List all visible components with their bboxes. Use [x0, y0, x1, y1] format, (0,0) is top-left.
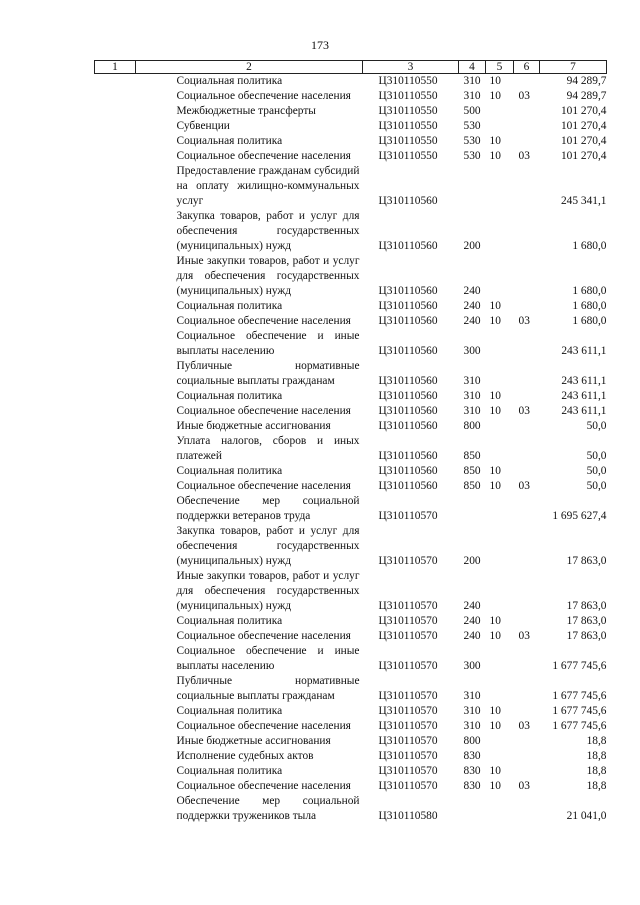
row-name: Социальное обеспечение населения [176, 780, 351, 792]
row-col4: 830 [463, 780, 481, 792]
row-code: Ц310110550 [378, 105, 438, 117]
row-code: Ц310110570 [378, 705, 438, 717]
empty-cell [95, 254, 136, 299]
row-col6 [514, 764, 540, 779]
row-col6 [514, 329, 540, 359]
col-header-5: 5 [486, 61, 514, 74]
row-col5 [486, 164, 514, 209]
row-col4: 310 [463, 75, 481, 87]
row-code: Ц310110570 [378, 690, 438, 702]
row-col5: 10 [489, 765, 501, 777]
row-name: Иные бюджетные ассигнования [176, 420, 331, 432]
empty-cell [95, 644, 136, 674]
row-code: Ц310110560 [378, 465, 438, 477]
row-code: Ц310110570 [378, 555, 438, 567]
empty-cell [95, 524, 136, 569]
row-name: Социальное обеспечение и иные выплаты населению [176, 645, 360, 672]
col-header-6: 6 [514, 61, 540, 74]
row-col5: 10 [489, 720, 501, 732]
row-col5 [486, 524, 514, 569]
empty-cell [95, 299, 136, 314]
empty-cell [95, 314, 136, 329]
row-amount: 1 680,0 [572, 300, 607, 312]
row-code: Ц310110550 [378, 120, 438, 132]
row-name: Социальное обеспечение населения [176, 315, 351, 327]
empty-cell [95, 494, 136, 524]
row-col5: 10 [489, 150, 501, 162]
row-amount: 18,8 [586, 735, 607, 747]
empty-cell [95, 209, 136, 254]
row-amount: 101 270,4 [560, 120, 607, 132]
row-col4: 830 [463, 765, 481, 777]
empty-cell [95, 419, 136, 434]
row-col4: 310 [463, 390, 481, 402]
table-row [95, 389, 607, 404]
row-col5 [486, 434, 514, 464]
row-code: Ц310110560 [378, 195, 438, 207]
row-code: Ц310110560 [378, 345, 438, 357]
row-name: Социальное обеспечение населения [176, 480, 351, 492]
row-amount: 101 270,4 [560, 150, 607, 162]
row-code: Ц310110560 [378, 480, 438, 492]
empty-cell [95, 749, 136, 764]
table-row [95, 89, 607, 104]
row-col4: 240 [463, 630, 481, 642]
row-col6: 03 [518, 630, 530, 642]
table-row [95, 569, 607, 614]
row-col5 [486, 254, 514, 299]
row-col5: 10 [489, 615, 501, 627]
row-col5: 10 [489, 75, 501, 87]
row-name: Социальная политика [176, 390, 283, 402]
row-code: Ц310110570 [378, 630, 438, 642]
row-col4: 310 [463, 705, 481, 717]
row-col6 [514, 569, 540, 614]
row-col5: 10 [489, 300, 501, 312]
table-row [95, 479, 607, 494]
table-row [95, 419, 607, 434]
row-amount: 21 041,0 [566, 810, 607, 822]
row-col6 [514, 734, 540, 749]
table-row [95, 524, 607, 569]
table-row [95, 434, 607, 464]
row-name: Субвенции [176, 120, 230, 132]
row-code: Ц310110560 [378, 300, 438, 312]
row-name: Закупка товаров, работ и услуг для обеспечения государственных (муниципальных) нужд [176, 525, 360, 567]
table-body [95, 74, 607, 825]
row-amount: 243 611,1 [561, 390, 607, 402]
row-name: Социальная политика [176, 300, 283, 312]
row-col5: 10 [489, 405, 501, 417]
row-col4: 310 [463, 405, 481, 417]
row-code: Ц310110560 [378, 405, 438, 417]
empty-cell [95, 389, 136, 404]
row-name: Социальная политика [176, 135, 283, 147]
row-code: Ц310110570 [378, 780, 438, 792]
empty-cell [95, 569, 136, 614]
row-code: Ц310110550 [378, 135, 438, 147]
row-amount: 1 677 745,6 [552, 690, 607, 702]
table-row [95, 749, 607, 764]
row-col6 [514, 299, 540, 314]
table-row [95, 134, 607, 149]
row-col6 [514, 119, 540, 134]
row-col6: 03 [518, 405, 530, 417]
row-amount: 50,0 [586, 465, 607, 477]
row-col5 [486, 209, 514, 254]
row-col6: 03 [518, 150, 530, 162]
row-col5: 10 [489, 465, 501, 477]
row-code: Ц310110570 [378, 765, 438, 777]
row-col6 [514, 434, 540, 464]
header-row [95, 61, 607, 74]
row-code: Ц310110560 [378, 450, 438, 462]
row-col4: 530 [463, 150, 481, 162]
row-code: Ц310110560 [378, 390, 438, 402]
row-col4: 300 [463, 345, 481, 357]
row-name: Иные закупки товаров, работ и услуг для обеспечения государственных (муниципальных) нужд [176, 255, 360, 297]
row-col4: 800 [463, 735, 481, 747]
row-code: Ц310110570 [378, 750, 438, 762]
table-row [95, 359, 607, 389]
col-header-7: 7 [540, 61, 607, 74]
row-col5: 10 [489, 780, 501, 792]
row-col4: 310 [463, 90, 481, 102]
row-col4: 240 [463, 300, 481, 312]
row-amount: 243 611,1 [561, 405, 607, 417]
table-row [95, 164, 607, 209]
row-col5 [486, 359, 514, 389]
row-col4: 530 [463, 120, 481, 132]
row-name: Предоставление гражданам субсидий на оплату жилищно-коммунальных услуг [176, 165, 360, 207]
row-amount: 101 270,4 [560, 105, 607, 117]
empty-cell [95, 704, 136, 719]
row-name: Уплата налогов, сборов и иных платежей [176, 435, 360, 462]
row-col6 [514, 524, 540, 569]
row-col6: 03 [518, 780, 530, 792]
row-col4: 240 [463, 315, 481, 327]
row-col4: 530 [463, 135, 481, 147]
row-col4: 240 [463, 285, 481, 297]
budget-table [94, 60, 607, 824]
row-col6 [514, 794, 540, 824]
row-col4: 240 [463, 615, 481, 627]
row-name: Социальное обеспечение населения [176, 150, 351, 162]
row-col6 [514, 359, 540, 389]
table-row [95, 794, 607, 824]
row-code: Ц310110570 [378, 660, 438, 672]
row-col6 [514, 104, 540, 119]
row-col6 [514, 644, 540, 674]
table-row [95, 704, 607, 719]
row-col6 [514, 419, 540, 434]
row-code: Ц310110550 [378, 90, 438, 102]
row-amount: 18,8 [586, 780, 607, 792]
row-name: Социальная политика [176, 705, 283, 717]
empty-cell [95, 674, 136, 704]
row-col5 [486, 569, 514, 614]
row-code: Ц310110560 [378, 285, 438, 297]
row-code: Ц310110580 [378, 810, 438, 822]
row-amount: 18,8 [586, 750, 607, 762]
table-row [95, 119, 607, 134]
row-code: Ц310110560 [378, 240, 438, 252]
row-amount: 1 680,0 [572, 240, 607, 252]
row-amount: 50,0 [586, 450, 607, 462]
empty-cell [95, 359, 136, 389]
row-name: Обеспечение мер социальной поддержки ветеранов труда [176, 495, 360, 522]
row-col6 [514, 164, 540, 209]
empty-cell [95, 89, 136, 104]
row-name: Социальное обеспечение населения [176, 630, 351, 642]
row-amount: 1 677 745,6 [552, 705, 607, 717]
row-col5: 10 [489, 705, 501, 717]
row-col4: 850 [463, 465, 481, 477]
row-col6 [514, 134, 540, 149]
row-amount: 243 611,1 [561, 375, 607, 387]
empty-cell [95, 764, 136, 779]
row-col5 [486, 494, 514, 524]
row-amount: 1 677 745,6 [552, 660, 607, 672]
row-col4: 300 [463, 660, 481, 672]
row-col5 [486, 644, 514, 674]
table-row [95, 404, 607, 419]
row-col6: 03 [518, 315, 530, 327]
row-col5 [486, 104, 514, 119]
row-amount: 18,8 [586, 765, 607, 777]
empty-cell [95, 794, 136, 824]
col-header-1: 1 [95, 61, 136, 74]
row-name: Обеспечение мер социальной поддержки тружеников тыла [176, 795, 360, 822]
row-col4: 200 [463, 240, 481, 252]
table-row [95, 149, 607, 164]
row-col6 [514, 209, 540, 254]
row-amount: 17 863,0 [566, 600, 607, 612]
empty-cell [95, 104, 136, 119]
row-name: Социальная политика [176, 465, 283, 477]
row-name: Исполнение судебных актов [176, 750, 314, 762]
empty-cell [95, 779, 136, 794]
row-code: Ц310110560 [378, 315, 438, 327]
row-col6 [514, 254, 540, 299]
row-amount: 17 863,0 [566, 630, 607, 642]
row-col4: 800 [463, 420, 481, 432]
row-name: Социальное обеспечение населения [176, 90, 351, 102]
row-amount: 1 680,0 [572, 285, 607, 297]
row-code: Ц310110570 [378, 735, 438, 747]
row-col5 [486, 674, 514, 704]
empty-cell [95, 479, 136, 494]
empty-cell [95, 404, 136, 419]
row-code: Ц310110560 [378, 420, 438, 432]
row-code: Ц310110550 [378, 75, 438, 87]
row-amount: 94 289,7 [566, 90, 607, 102]
row-col5: 10 [489, 630, 501, 642]
table-row [95, 314, 607, 329]
table-row [95, 329, 607, 359]
col-header-2: 2 [136, 61, 363, 74]
row-col4: 850 [463, 450, 481, 462]
row-name: Социальное обеспечение и иные выплаты населению [176, 330, 360, 357]
row-amount: 94 289,7 [566, 75, 607, 87]
table-row [95, 674, 607, 704]
row-col6: 03 [518, 720, 530, 732]
row-col4: 500 [463, 105, 481, 117]
table-row [95, 209, 607, 254]
row-amount: 243 611,1 [561, 345, 607, 357]
row-code: Ц310110560 [378, 375, 438, 387]
row-code: Ц310110570 [378, 600, 438, 612]
row-col5 [486, 419, 514, 434]
row-col5: 10 [489, 480, 501, 492]
row-name: Социальное обеспечение населения [176, 720, 351, 732]
row-col4: 240 [463, 600, 481, 612]
row-name: Закупка товаров, работ и услуг для обеспечения государственных (муниципальных) нужд [176, 210, 360, 252]
row-col6 [514, 674, 540, 704]
empty-cell [95, 164, 136, 209]
row-amount: 50,0 [586, 420, 607, 432]
row-amount: 1 677 745,6 [552, 720, 607, 732]
row-amount: 101 270,4 [560, 135, 607, 147]
table-row [95, 629, 607, 644]
empty-cell [95, 464, 136, 479]
row-col5: 10 [489, 390, 501, 402]
row-col6 [514, 494, 540, 524]
row-col4 [459, 494, 486, 524]
table-row [95, 299, 607, 314]
table-row [95, 74, 607, 90]
col-header-3: 3 [363, 61, 459, 74]
table-row [95, 644, 607, 674]
row-col4 [459, 164, 486, 209]
row-col5: 10 [489, 315, 501, 327]
row-col4: 310 [463, 720, 481, 732]
row-col6 [514, 614, 540, 629]
page-number: 173 [311, 38, 329, 52]
table-row [95, 464, 607, 479]
row-code: Ц310110570 [378, 510, 438, 522]
row-col5 [486, 749, 514, 764]
row-col4: 310 [463, 690, 481, 702]
table-row [95, 104, 607, 119]
empty-cell [95, 734, 136, 749]
row-code: Ц310110570 [378, 720, 438, 732]
empty-cell [95, 434, 136, 464]
row-name: Социальная политика [176, 75, 283, 87]
row-col5: 10 [489, 90, 501, 102]
row-col6: 03 [518, 480, 530, 492]
table-row [95, 494, 607, 524]
row-col6 [514, 74, 540, 90]
row-code: Ц310110550 [378, 150, 438, 162]
table-row [95, 719, 607, 734]
table-row [95, 614, 607, 629]
row-col5: 10 [489, 135, 501, 147]
row-col6: 03 [518, 90, 530, 102]
row-name: Социальная политика [176, 615, 283, 627]
row-col6 [514, 704, 540, 719]
row-name: Социальное обеспечение населения [176, 405, 351, 417]
row-col4: 830 [463, 750, 481, 762]
empty-cell [95, 149, 136, 164]
empty-cell [95, 74, 136, 90]
row-code: Ц310110570 [378, 615, 438, 627]
row-col6 [514, 464, 540, 479]
table-row [95, 764, 607, 779]
empty-cell [95, 119, 136, 134]
row-amount: 17 863,0 [566, 555, 607, 567]
row-col5 [486, 119, 514, 134]
row-name: Публичные нормативные социальные выплаты гражданам [176, 675, 360, 702]
row-name: Иные закупки товаров, работ и услуг для обеспечения государственных (муниципальных) нужд [176, 570, 360, 612]
empty-cell [95, 134, 136, 149]
row-amount: 1 680,0 [572, 315, 607, 327]
row-col4: 850 [463, 480, 481, 492]
table-row [95, 734, 607, 749]
row-name: Межбюджетные трансферты [176, 105, 316, 117]
row-col6 [514, 389, 540, 404]
row-col5 [486, 329, 514, 359]
col-header-4: 4 [459, 61, 486, 74]
empty-cell [95, 629, 136, 644]
row-name: Социальная политика [176, 765, 283, 777]
row-col6 [514, 749, 540, 764]
empty-cell [95, 329, 136, 359]
row-amount: 245 341,1 [560, 195, 607, 207]
row-amount: 50,0 [586, 480, 607, 492]
row-name: Иные бюджетные ассигнования [176, 735, 331, 747]
row-amount: 17 863,0 [566, 615, 607, 627]
empty-cell [95, 614, 136, 629]
row-col4: 200 [463, 555, 481, 567]
row-name: Публичные нормативные социальные выплаты гражданам [176, 360, 360, 387]
row-col5 [486, 734, 514, 749]
row-col4: 310 [463, 375, 481, 387]
row-amount: 1 695 627,4 [552, 510, 607, 522]
row-col5 [486, 794, 514, 824]
table-row [95, 779, 607, 794]
row-col4 [459, 794, 486, 824]
empty-cell [95, 719, 136, 734]
table-row [95, 254, 607, 299]
